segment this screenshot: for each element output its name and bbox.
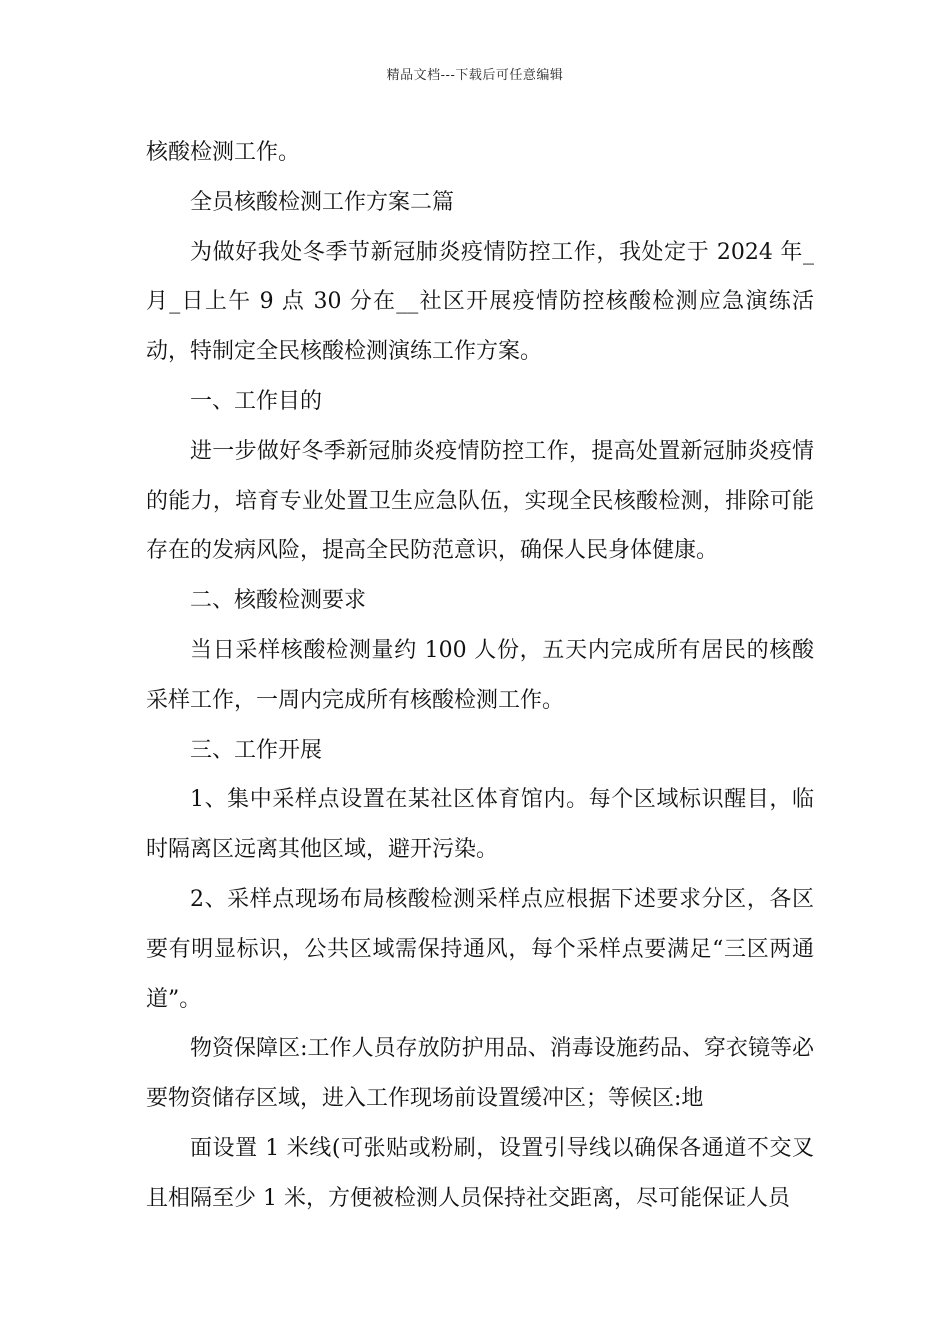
- section-heading: 三、工作开展: [190, 737, 323, 763]
- document-body: [146, 128, 814, 1224]
- paragraph: 物资保障区:工作人员存放防护用品、消毒设施药品、穿衣镜等必要物资储存区域，进入工作现场前设置缓冲区；等候区:地: [146, 1036, 814, 1112]
- section-heading: 二、核酸检测要求: [190, 588, 367, 614]
- section-heading: 一、工作目的: [190, 388, 323, 414]
- paragraph: 1、集中采样点设置在某社区体育馆内。每个区域标识醒目，临时隔离区远离其他区域，避开污染。: [146, 787, 814, 863]
- paragraph: 当日采样核酸检测量约 100 人份，五天内完成所有居民的核酸采样工作，一周内完成所有核酸检测工作。: [146, 637, 814, 713]
- section-title: 全员核酸检测工作方案二篇: [190, 189, 455, 215]
- paragraph: 面设置 1 米线(可张贴或粉刷，设置引导线以确保各通道不交叉且相隔至少 1 米，方便被检测人员保持社交距离，尽可能保证人员: [146, 1135, 814, 1211]
- paragraph: 为做好我处冬季节新冠肺炎疫情防控工作，我处定于 2024 年_月_日上午 9 点 30 分在__社区开展疫情防控核酸检测应急演练活动，特制定全民核酸检测演练工作方案。: [146, 239, 814, 365]
- page-header: 精品文档---下载后可任意编辑: [386, 68, 564, 83]
- paragraph: 进一步做好冬季新冠肺炎疫情防控工作，提高处置新冠肺炎疫情的能力，培育专业处置卫生应急队伍，实现全民核酸检测，排除可能存在的发病风险，提高全民防范意识，确保人民身体健康。: [146, 438, 814, 564]
- paragraph: 2、采样点现场布局核酸检测采样点应根据下述要求分区，各区要有明显标识，公共区域需保持通风，每个采样点要满足“三区两通道”。: [146, 886, 814, 1012]
- paragraph: 核酸检测工作。: [146, 140, 301, 165]
